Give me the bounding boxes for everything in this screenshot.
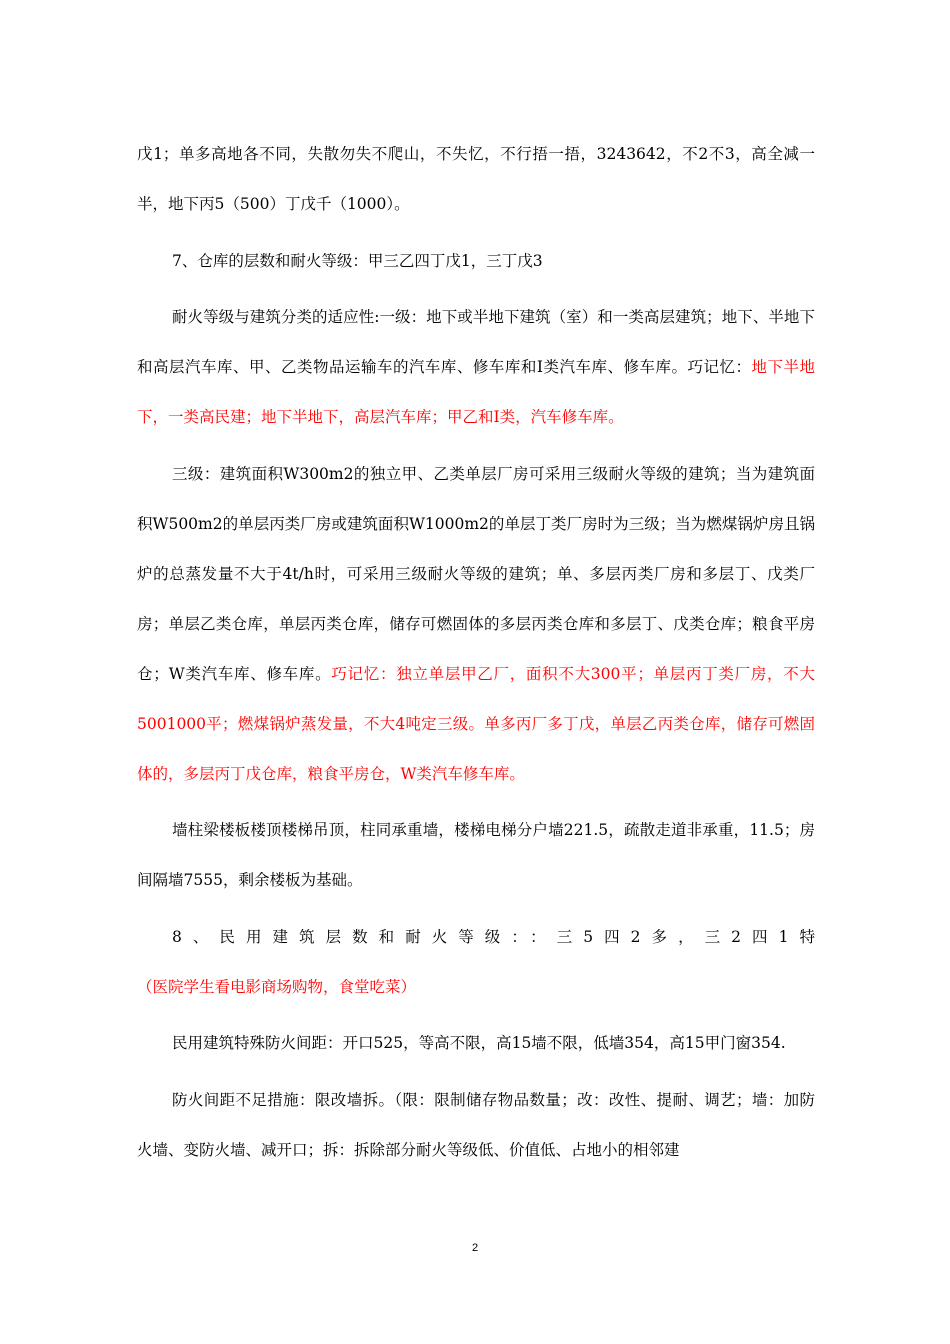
- paragraph-1: [137, 129, 815, 229]
- page-body: [137, 129, 815, 1181]
- mnemonic-highlight: 地下半地下，一类高民建；地下半地下，高层汽车库；甲乙和Ⅰ类，汽车修车库。: [137, 358, 815, 426]
- text-segment: 三级：建筑面积W300m2的独立甲、乙类单层厂房可采用三级耐火等级的建筑；当为建筑面积W500m2的单层丙类厂房或建筑面积W1000m2的单层丁类厂房时为三级；当为燃煤锅炉房且锅炉的总蒸发量不大于4t/h时，可采用三级耐火等级的建筑；单、多层丙类厂房和多层丁、戊类厂房；单层乙类仓库，单层丙类仓库，储存可燃固体的多层丙类仓库和多层丁、戊类仓库；粮食平房仓；W类汽车库、修车库。: [137, 464, 815, 683]
- text-segment: 耐火等级与建筑分类的适应性:一级：地下或半地下建筑（室）和一类高层建筑；地下、半地下和高层汽车库、甲、乙类物品运输车的汽车库、修车库和Ⅰ类汽车库、修车库。巧记忆：: [137, 308, 815, 376]
- paragraph-7-fire-spacing: [137, 1018, 815, 1068]
- paragraph-4-fire-rating-level-3: [137, 449, 815, 799]
- text-segment: 民用建筑特殊防火间距：开口525，等高不限，高15墙不限，低墙354，高15甲门窗354.: [172, 1034, 786, 1052]
- text-segment: 防火间距不足措施：限改墙拆。（限：限制储存物品数量；改：改性、提耐、调艺；墙：加防火墙、变防火墙、减开口；拆：拆除部分耐火等级低、价值低、占地小的相邻建: [137, 1090, 815, 1159]
- text-segment: 7、仓库的层数和耐火等级：甲三乙四丁戊1，三丁戊3: [172, 251, 543, 270]
- paragraph-3-fire-rating-level-1: [137, 292, 815, 442]
- page-number: 2: [471, 1242, 479, 1254]
- paragraph-5-components: [137, 805, 815, 905]
- paragraph-6-civil-buildings-heading: [137, 912, 815, 1012]
- text-segment: 戊1；单多高地各不同，失散勿失不爬山，不失忆，不行捂一捂，3243642，不2不3，高全减一半，地下丙5（500）丁戊千（1000）。: [137, 145, 815, 213]
- paragraph-2-warehouse-heading: [137, 236, 815, 286]
- mnemonic-highlight: 巧记忆：独立单层甲乙厂，面积不大300平；单层丙丁类厂房，不大5001000平；燃煤锅炉蒸发量，不大4吨定三级。单多丙厂多丁戊，单层乙丙类仓库，储存可燃固体的，多层丙丁戊仓库，粮食平房仓，W类汽车修车库。: [137, 664, 815, 783]
- text-segment: 8、民用建筑层数和耐火等级：：三5四2多，三2四1特: [172, 927, 815, 946]
- text-segment: 墙柱梁楼板楼顶楼梯吊顶，柱同承重墙，楼梯电梯分户墙221.5，疏散走道非承重，11.5；房间隔墙7555，剩余楼板为基础。: [137, 821, 815, 889]
- paragraph-8-spacing-measures: [137, 1075, 815, 1175]
- mnemonic-highlight: （医院学生看电影商场购物，食堂吃菜）: [137, 977, 417, 996]
